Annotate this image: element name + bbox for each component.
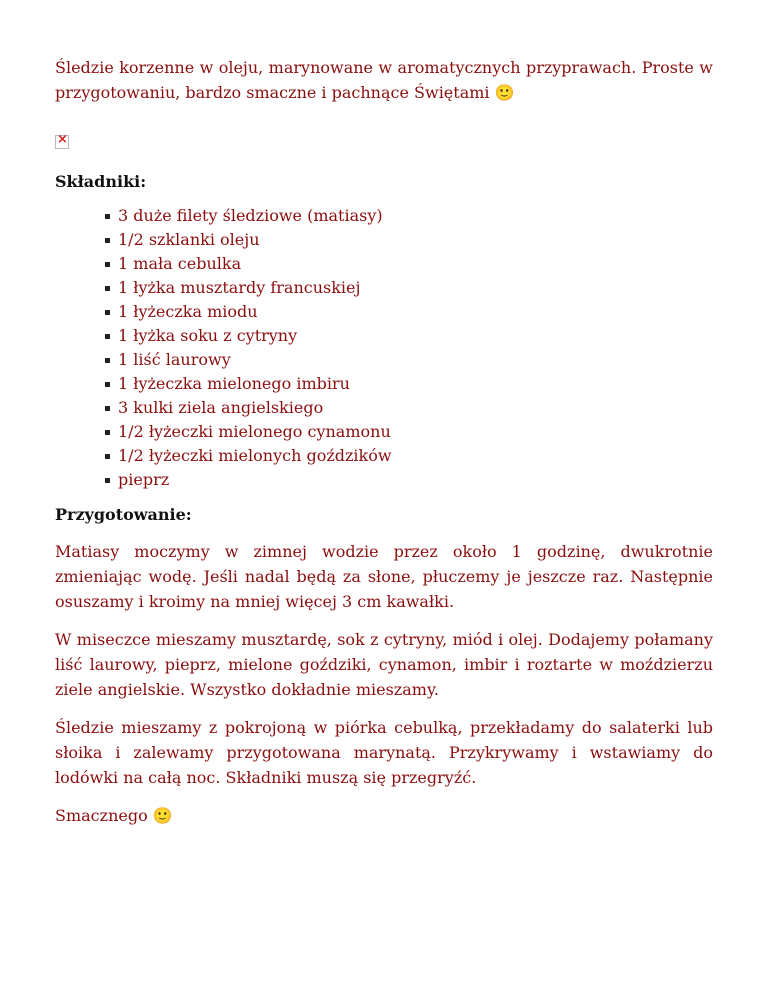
- list-item: 3 kulki ziela angielskiego: [104, 396, 713, 420]
- list-item: 1 mała cebulka: [104, 252, 713, 276]
- ingredients-heading: Składniki:: [55, 172, 147, 191]
- list-item: 3 duże filety śledziowe (matiasy): [104, 204, 713, 228]
- list-item: 1 łyżeczka mielonego imbiru: [104, 372, 713, 396]
- preparation-step: Matiasy moczymy w zimnej wodzie przez około 1 godzinę, dwukrotnie zmieniając wodę. Jeśli nadal będą za słone, płuczemy je jeszcze raz. Następnie osuszamy i kroimy na mniej więcej 3 cm kawałki.: [55, 542, 713, 611]
- broken-image-icon: [55, 135, 69, 149]
- list-item: 1/2 szklanki oleju: [104, 228, 713, 252]
- preparation-step: Śledzie mieszamy z pokrojoną w piórka cebulką, przekładamy do salaterki lub słoika i zalewamy przygotowana marynatą. Przykrywamy i wstawiamy do lodówki na całą noc. Składniki muszą się przegryźć.: [55, 718, 713, 787]
- list-item: 1 łyżeczka miodu: [104, 300, 713, 324]
- list-item: 1/2 łyżeczki mielonego cynamonu: [104, 420, 713, 444]
- list-item: pieprz: [104, 468, 713, 492]
- closing-text: Smacznego 🙂: [55, 806, 173, 825]
- preparation-heading: Przygotowanie:: [55, 505, 192, 524]
- list-item: 1 liść laurowy: [104, 348, 713, 372]
- intro-paragraph: Śledzie korzenne w oleju, marynowane w aromatycznych przyprawach. Proste w przygotowaniu, bardzo smaczne i pachnące Świętami 🙂: [55, 58, 713, 102]
- preparation-step: W miseczce mieszamy musztardę, sok z cytryny, miód i olej. Dodajemy połamany liść laurowy, pieprz, mielone goździki, cynamon, imbir i roztarte w moździerzu ziele angielskie. Wszystko dokładnie mieszamy.: [55, 630, 713, 699]
- list-item: 1 łyżka soku z cytryny: [104, 324, 713, 348]
- list-item: 1/2 łyżeczki mielonych goździków: [104, 444, 713, 468]
- ingredients-list: [55, 204, 713, 492]
- list-item: 1 łyżka musztardy francuskiej: [104, 276, 713, 300]
